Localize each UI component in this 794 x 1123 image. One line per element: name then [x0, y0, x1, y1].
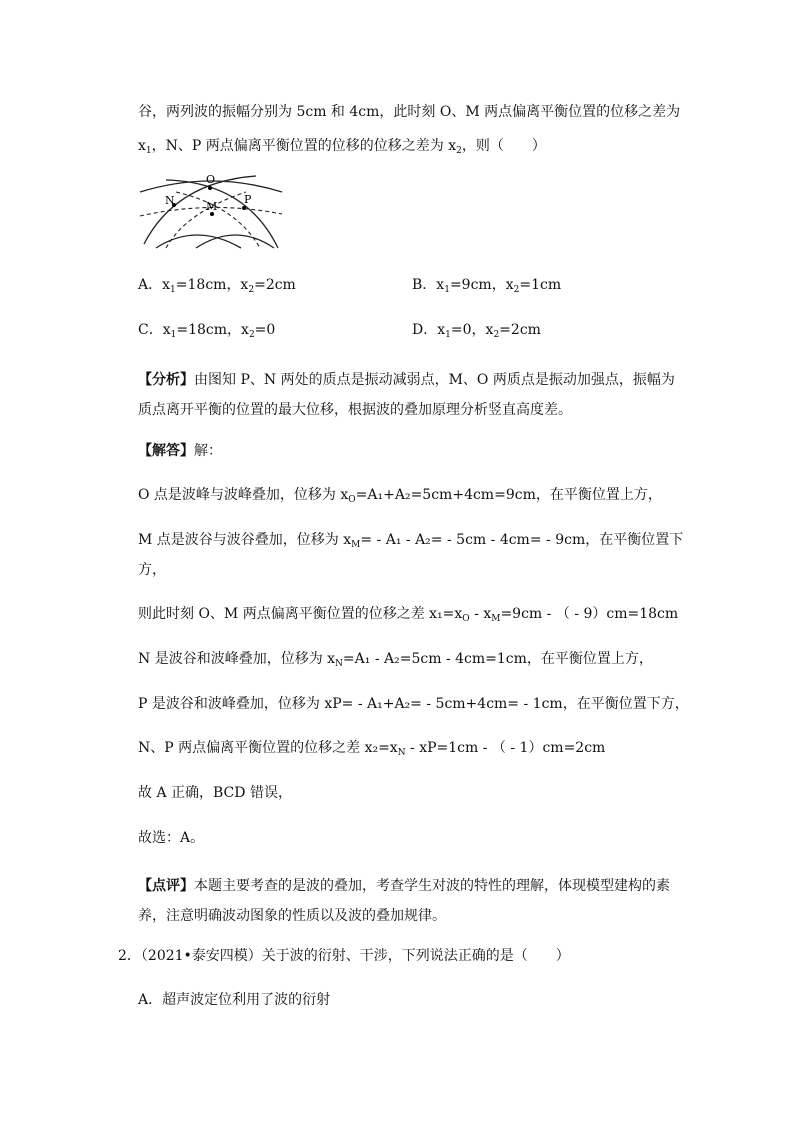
solid-wavefront [196, 235, 274, 248]
label-p: P [244, 193, 252, 206]
solution-heading [138, 441, 222, 461]
option-x2: 2cm [510, 322, 541, 338]
solution-p-line: P 是波谷和波峰叠加，位移为 xP= - A₁+A₂= - 5cm+4cm= - 1cm，在平衡位置下方， [138, 696, 689, 712]
option-c[interactable]: C．$x_1=18cm$，$x_2=0$ [138, 322, 276, 340]
text: 则此时刻 O、M 两点偏离平衡位置的位移之差 x₁=x [138, 606, 463, 622]
solution-conclusion: 故 A 正确，BCD 错误， [138, 785, 292, 801]
text: =A₁+A₂=5cm+4cm=9cm，在平衡位置上方， [355, 487, 662, 503]
solution-choice: 故选：A。 [138, 830, 205, 846]
text: N 是波谷和波峰叠加，位移为 x [138, 651, 336, 667]
sub: O [348, 495, 356, 505]
sub: N [335, 659, 343, 669]
solution-m-line [138, 530, 683, 550]
option-b[interactable]: B．$x_1=9cm$，$x_2=1cm$ [412, 277, 562, 295]
option-x1: 9cm [461, 277, 492, 293]
solution-tag-after: 解： [194, 443, 222, 459]
comment-text: 本题主要考查的是波的叠加，考查学生对波的特性的理解，体现模型建构的素养，注意明确波动图象的性质以及波的叠加规律。 [138, 878, 670, 924]
option-letter: B． [412, 277, 437, 293]
sub: M [351, 540, 361, 550]
text: M 点是波谷与波谷叠加，位移为 x [138, 532, 352, 548]
option-x2: 0 [266, 322, 276, 338]
text: =A₁ - A₂=5cm - 4cm=1cm，在平衡位置上方， [342, 651, 653, 667]
solution-tag: 【解答】 [138, 443, 194, 459]
question-text-mid: ，N、P 两点偏离平衡位置的位移的位移之差为 x [151, 138, 457, 154]
option-x1: 0 [462, 322, 472, 338]
question-text-end: ，则（ ） [461, 138, 546, 154]
sub: N [397, 748, 406, 758]
sub: 1 [145, 146, 152, 156]
text: =9cm - （ - 9）cm=18cm [500, 606, 679, 622]
option-d[interactable]: D．$x_1=0$，$x_2=2cm$ [412, 322, 541, 340]
option-letter: D． [412, 322, 438, 338]
option-a[interactable]: A．$x_1=18cm$，$x_2=2cm$ [138, 277, 296, 295]
solid-wavefront [166, 180, 278, 248]
analysis-tag: 【分析】 [138, 372, 194, 388]
option-x2: 1cm [531, 277, 562, 293]
option-x2: 2cm [265, 277, 296, 293]
sub: O [462, 614, 470, 624]
label-o: O [206, 173, 216, 186]
wave-interference-figure [136, 172, 286, 252]
solution-m-line-2: 方， [138, 562, 166, 578]
comment-block [138, 871, 678, 931]
question-2-prompt: 2．（2021•泰安四模）关于波的衍射、干涉，下列说法正确的是（ ） [118, 948, 570, 964]
comment-tag: 【点评】 [138, 878, 194, 894]
analysis-text: 由图知 P、N 两处的质点是振动减弱点，M、O 两质点是振动加强点，振幅为质点离开平衡的位置的最大位移，根据波的叠加原理分析竖直高度差。 [138, 372, 675, 418]
point-o [208, 186, 212, 190]
text: = - A₁ - A₂= - 5cm - 4cm= - 9cm，在平衡位置下 [360, 532, 684, 548]
var-x: x [138, 138, 146, 154]
solution-diff1 [138, 604, 678, 624]
solution-o-line [138, 485, 662, 505]
label-n: N [165, 194, 175, 207]
text: - x [469, 606, 492, 622]
label-m: M [206, 200, 218, 213]
question-2-option-a[interactable]: A．超声波定位利用了波的衍射 [138, 992, 331, 1008]
point-p [242, 206, 246, 210]
solution-n-line [138, 649, 653, 669]
option-letter: C． [138, 322, 163, 338]
text: - xP=1cm - （ - 1）cm=2cm [405, 740, 606, 756]
question-text-line-2 [138, 136, 546, 156]
text: O 点是波峰与波峰叠加，位移为 x [138, 487, 349, 503]
option-letter: A． [138, 277, 163, 293]
option-x1: 18cm [187, 277, 227, 293]
sub: M [491, 614, 501, 624]
text: N、P 两点偏离平衡位置的位移之差 x₂=x [138, 740, 398, 756]
sub: 2 [456, 146, 462, 156]
question-text-line-1: 谷，两列波的振幅分别为 5cm 和 4cm，此时刻 O、M 两点偏离平衡位置的位移之差为 [138, 104, 681, 120]
solution-diff2 [138, 738, 605, 758]
analysis-block [138, 365, 678, 425]
option-x1: 18cm [188, 322, 228, 338]
